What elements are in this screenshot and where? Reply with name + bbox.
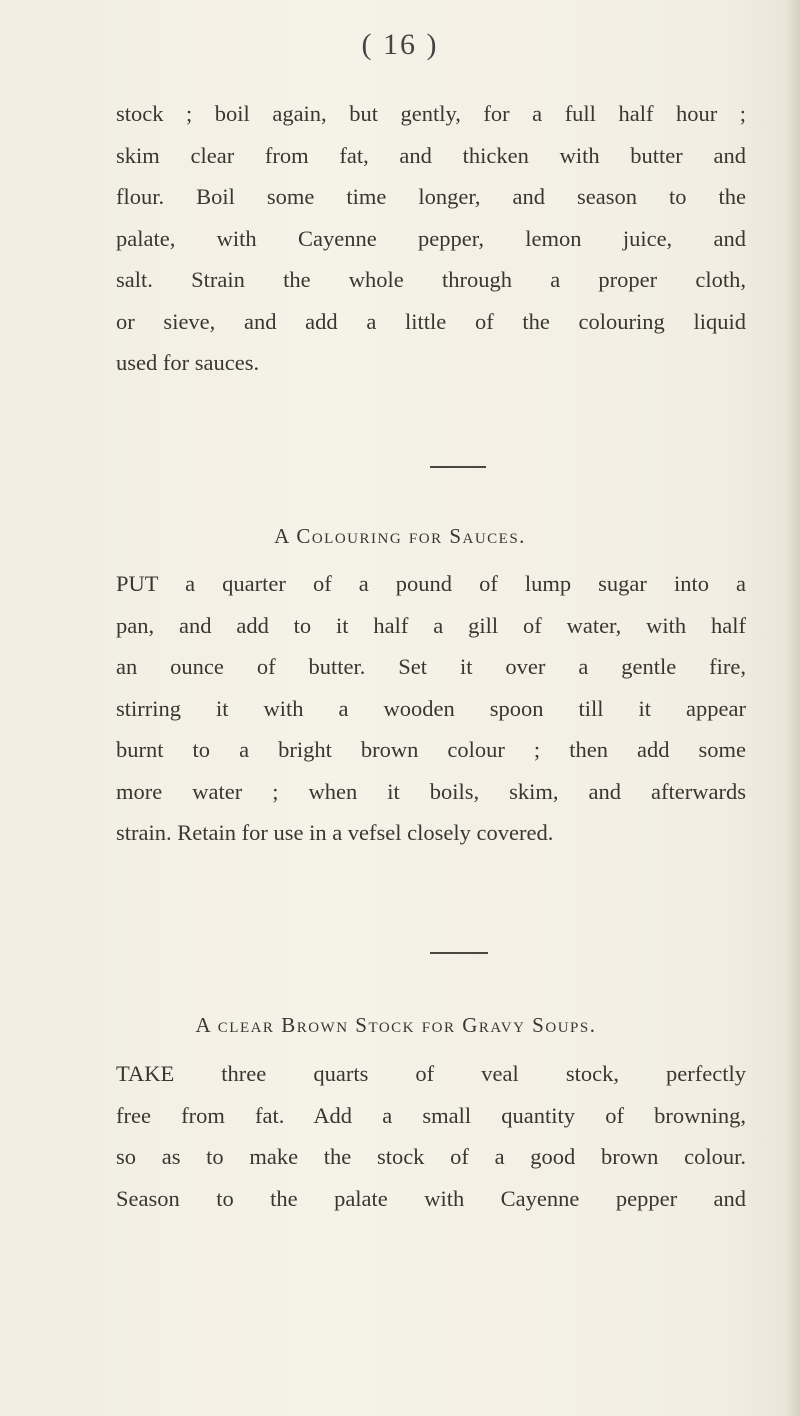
brown-stock-paragraph [116,1053,746,1219]
text-line: so as to make the stock of a good brown colour. [116,1144,746,1169]
text-line: stock ; boil again, but gently, for a full half hour ; [116,101,746,126]
section-divider [430,952,488,954]
text-line: TAKE three quarts of veal stock, perfectly [116,1061,746,1086]
text-line: more water ; when it boils, skim, and afterwards [116,778,746,804]
text-line: Season to the palate with Cayenne pepper and [116,1185,746,1211]
page-number: ( 16 ) [361,28,439,61]
text-line: burnt to a bright brown colour ; then add some [116,737,746,762]
intro-paragraph [116,93,746,384]
text-line: strain. Retain for use in a vefsel closely covered. [116,820,554,845]
colouring-paragraph [116,563,746,854]
page-edge-shadow [786,0,800,1416]
section-heading: A clear Brown Stock for Gravy Soups. [195,1013,597,1037]
text-line: free from fat. Add a small quantity of browning, [116,1102,746,1128]
text-line: stirring it with a wooden spoon till it appear [116,695,746,721]
text-line: palate, with Cayenne pepper, lemon juice, and [116,225,746,251]
text-line: or sieve, and add a little of the colouring liquid [116,308,746,334]
text-line: pan, and add to it half a gill of water, with half [116,612,746,638]
text-line: skim clear from fat, and thicken with butter and [116,142,746,168]
section-heading: A Colouring for Sauces. [274,524,526,548]
text-line: flour. Boil some time longer, and season to the [116,184,746,209]
text-line: used for sauces. [116,350,260,375]
text-line: an ounce of butter. Set it over a gentle fire, [116,654,746,679]
section-divider [430,466,486,468]
text-line: salt. Strain the whole through a proper cloth, [116,267,746,292]
text-line: PUT a quarter of a pound of lump sugar into a [116,571,746,596]
